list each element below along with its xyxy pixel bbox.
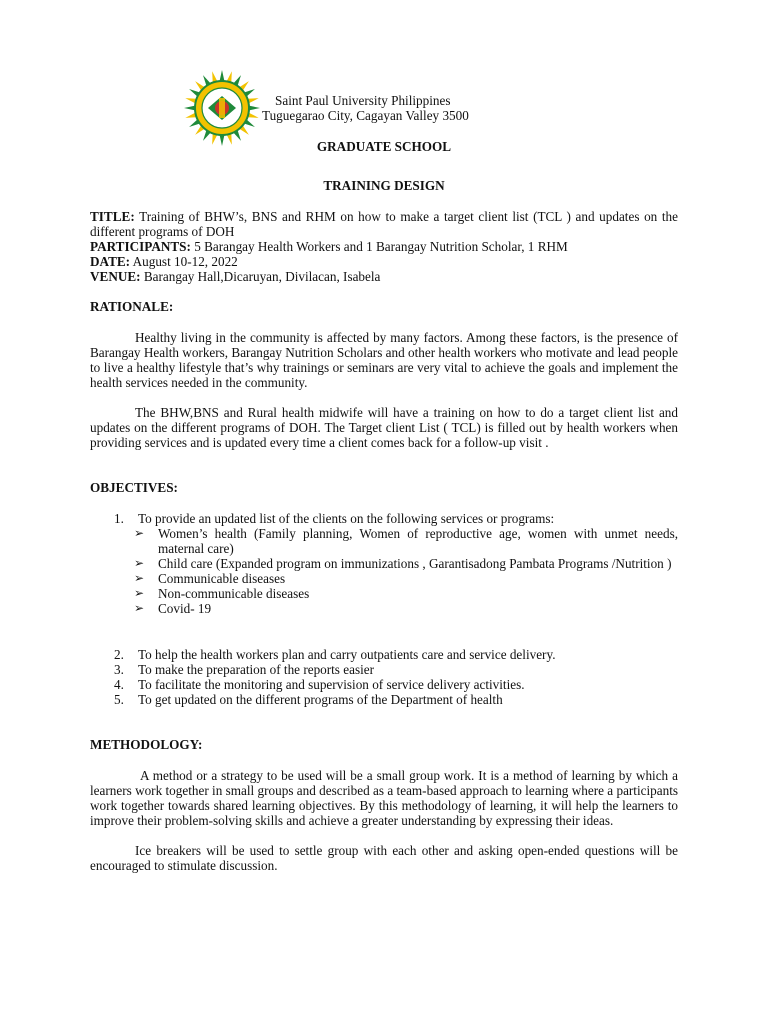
school-title: GRADUATE SCHOOL (316, 139, 452, 154)
title-value: Training of BHW’s, BNS and RHM on how to make a target client list (TCL ) and updates on the different programs of DOH (90, 209, 678, 239)
venue-value: Barangay Hall,Dicaruyan, Divilacan, Isabela (140, 269, 381, 284)
objectives-heading: OBJECTIVES: (90, 480, 178, 495)
objective-text: To facilitate the monitoring and supervision of service delivery activities. (138, 677, 525, 692)
participants-value: 5 Barangay Health Workers and 1 Barangay Nutrition Scholar, 1 RHM (190, 239, 568, 254)
program-subitem: ➢ Non-communicable diseases (134, 586, 310, 601)
program-sublist (90, 526, 678, 616)
seal-ray (220, 70, 225, 81)
objective-number: 1. (114, 511, 124, 526)
rationale-paragraph-1: Healthy living in the community is affected by many factors. Among these factors, is the presence of Barangay Health workers, Barangay Nutrition Scholars and other health workers who motivate and lead people to live a healthy lifestyle that’s why trainings or seminars are very vital to achieve the goals and implement the health services needed in the community. (90, 330, 678, 390)
seal-ray (184, 106, 195, 111)
arrow-bullet-icon: ➢ (134, 586, 145, 600)
title-label: TITLE: (90, 209, 135, 224)
program-subitem: ➢ Covid- 19 (134, 601, 212, 616)
rationale-paragraph-2: The BHW,BNS and Rural health midwife will have a training on how to do a target client list and updates on the different programs of DOH. The Target client List ( TCL) is filled out by health workers when providing services and is updated every time a client comes back for a follow-up visit . (90, 405, 678, 450)
venue-line (90, 269, 678, 284)
objective-item (90, 662, 678, 677)
objectives-list (90, 511, 678, 616)
participants-label: PARTICIPANTS: (90, 239, 191, 254)
objective-text: To help the health workers plan and carry outpatients care and service delivery. (138, 647, 556, 662)
seal-ray (249, 106, 260, 111)
objective-item (90, 677, 678, 692)
objective-text: To get updated on the different programs of the Department of health (138, 692, 503, 707)
university-seal-logo (182, 68, 262, 148)
participants-line (90, 239, 678, 254)
document-type-title: TRAINING DESIGN (323, 178, 445, 193)
venue-label: VENUE: (90, 269, 141, 284)
arrow-bullet-icon: ➢ (134, 526, 145, 540)
objective-item (90, 647, 678, 662)
objective-number: 2. (114, 647, 124, 662)
methodology-paragraph-2: Ice breakers will be used to settle group with each other and asking open-ended questions will be encouraged to stimulate discussion. (90, 843, 678, 873)
methodology-paragraph-1: A method or a strategy to be used will be a small group work. It is a method of learning by which a learners work together in small groups and described as a team-based approach to learning where a participants work together towards shared learning objectives. By this methodology of learning, it will help the learners to improve their problem-solving skills and achieve a greater understanding by expressing their ideas. (90, 768, 678, 828)
date-line (90, 254, 678, 269)
training-info (90, 209, 678, 284)
objective-item (90, 692, 678, 707)
objective-number: 4. (114, 677, 124, 692)
objective-text: To provide an updated list of the clients on the following services or programs: (138, 511, 555, 526)
methodology-heading: METHODOLOGY: (90, 737, 203, 752)
objectives-list-continued (90, 647, 678, 707)
date-value: August 10-12, 2022 (130, 254, 238, 269)
program-subitem: ➢ Child care (Expanded program on immunizations , Garantisadong Pambata Programs /Nutrition ) (134, 556, 672, 571)
arrow-bullet-icon: ➢ (134, 556, 145, 570)
title-line (90, 209, 678, 239)
institution-header (262, 93, 522, 123)
date-label: DATE: (90, 254, 131, 269)
objective-number: 5. (114, 692, 124, 707)
university-name: Saint Paul University Philippines (275, 93, 451, 108)
program-subitem: ➢ Communicable diseases (134, 571, 286, 586)
arrow-bullet-icon: ➢ (134, 601, 145, 615)
rationale-heading: RATIONALE: (90, 299, 174, 314)
objective-number: 3. (114, 662, 124, 677)
program-subitem: ➢ Women’s health (Family planning, Women of reproductive age, women with unmet needs, maternal care) (134, 526, 678, 556)
arrow-bullet-icon: ➢ (134, 571, 145, 585)
objective-item (90, 511, 678, 526)
university-address: Tuguegarao City, Cagayan Valley 3500 (262, 108, 469, 123)
objective-text: To make the preparation of the reports easier (138, 662, 374, 677)
